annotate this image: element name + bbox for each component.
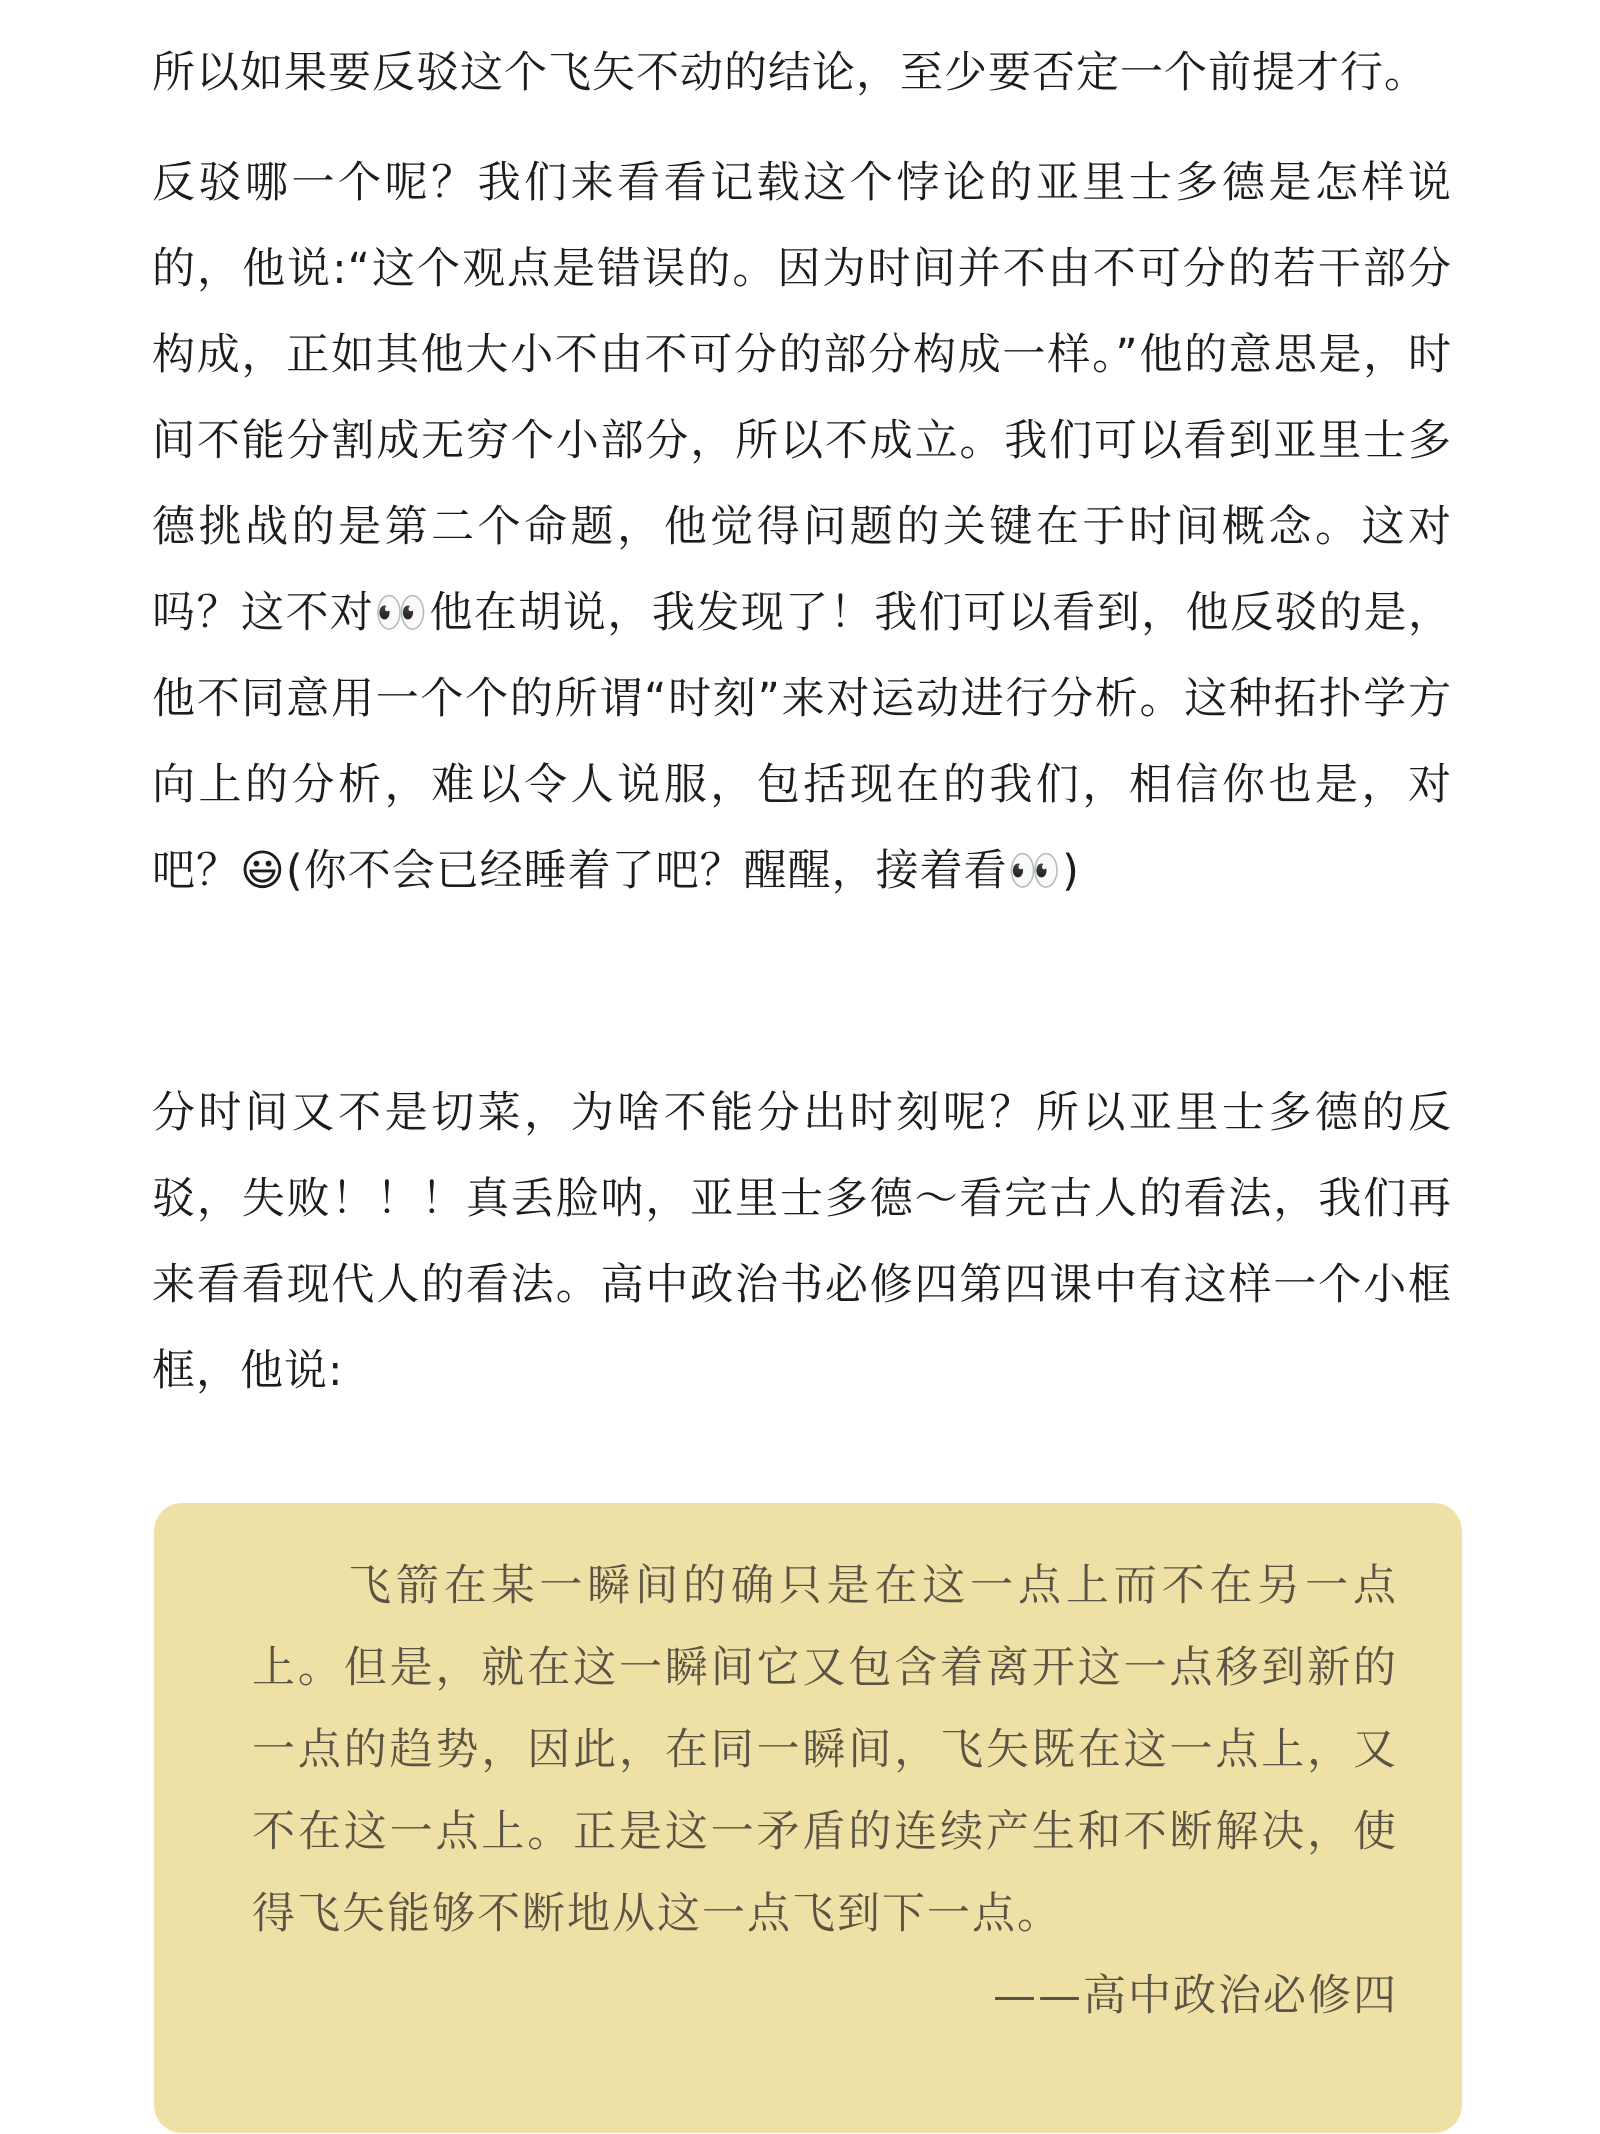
paragraph-aristotle-rebuttal: 反驳哪一个呢？我们来看看记载这个悖论的亚里士多德是怎样说的，他说:“这个观点是错误的。因为时间并不由不可分的若干部分构成，正如其他大小不由不可分的部分构成一样。”他的意思是，时间不能分割成无穷个小部分，所以不成立。我们可以看到亚里士多德挑战的是第二个命题，他觉得问题的关键在于时间概念。这对吗？这不对👀他在胡说，我发现了！我们可以看到，他反驳的是，他不同意用一个个的所谓“时刻”来对运动进行分析。这种拓扑学方向上的分析，难以令人说服，包括现在的我们，相信你也是，对吧？😃(你不会已经睡着了吧？醒醒，接着看👀) [152,158,1452,896]
quote-source: ——高中政治必修四 [993,1971,1398,2021]
quote-text: 飞箭在某一瞬间的确只是在这一点上而不在另一点上。但是，就在这一瞬间它又包含着离开这一点移到新的一点的趋势，因此，在同一瞬间，飞矢既在这一点上，又不在这一点上。正是这一矛盾的连续产生和不断解决，使得飞矢能够不断地从这一点飞到下一点。 [252,1561,1398,1939]
paragraph-conclusion: 所以如果要反驳这个飞矢不动的结论，至少要否定一个前提才行。 [152,48,1428,98]
paragraph-modern-view: 分时间又不是切菜，为啥不能分出时刻呢？所以亚里士多德的反驳，失败！！！真丢脸呐，亚里士多德～看完古人的看法，我们再来看看现代人的看法。高中政治书必修四第四课中有这样一个小框框，他说: [152,1088,1452,1396]
textbook-quote-box [154,1503,1462,2133]
article-body [152,30,1452,1460]
